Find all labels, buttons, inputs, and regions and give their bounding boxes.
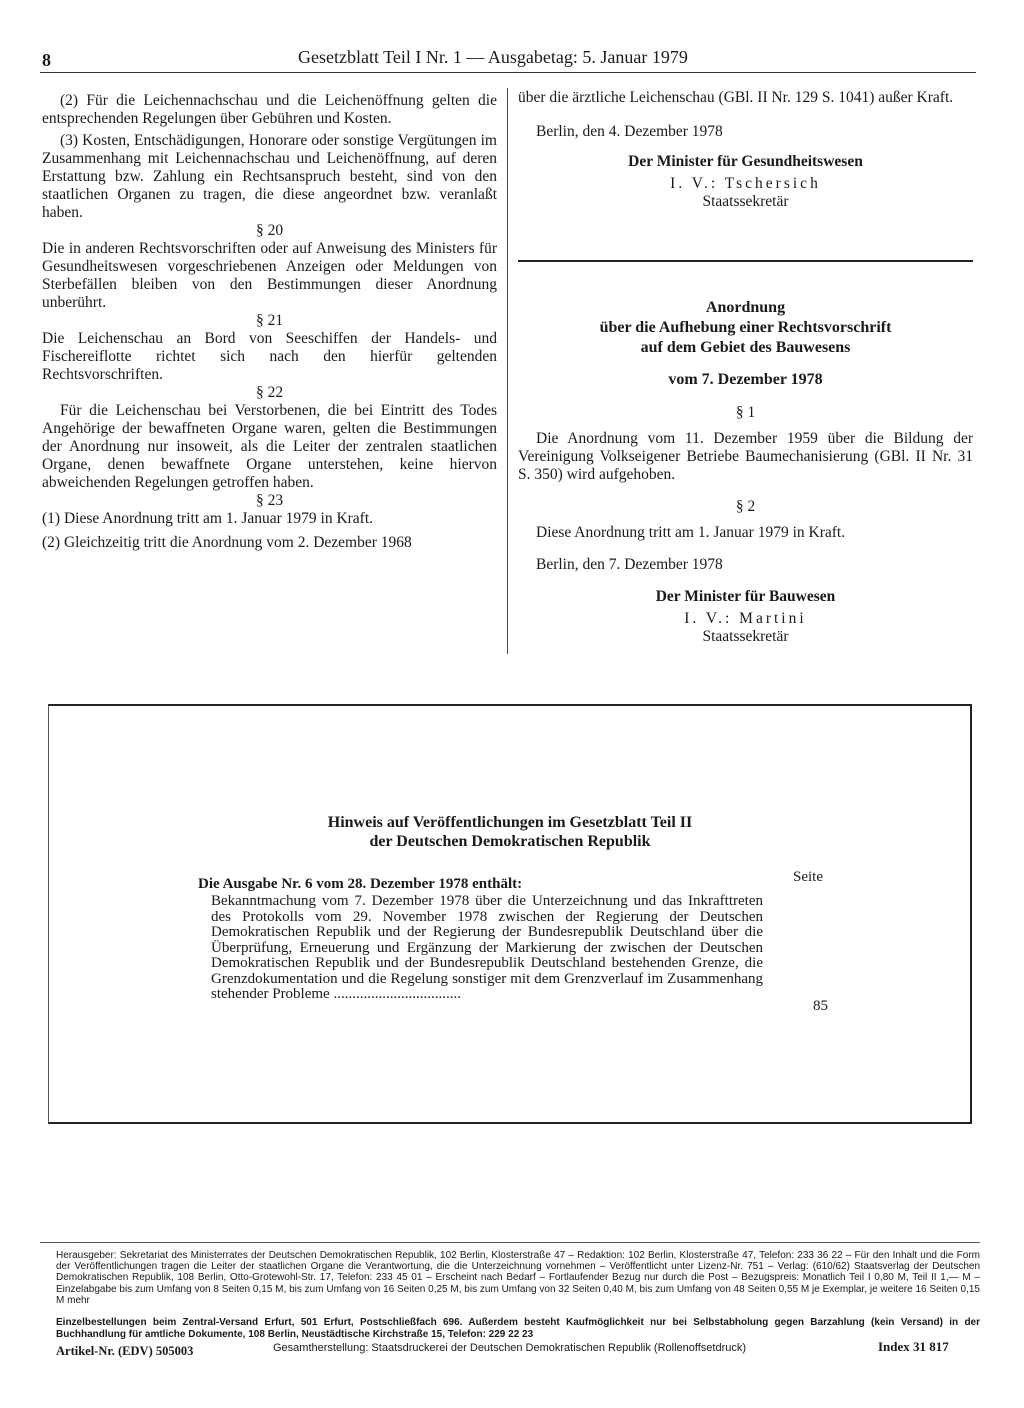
section-1-heading: § 1 (735, 404, 756, 421)
section-1-text: Die Anordnung vom 11. Dezember 1959 über die Bildung der Vereinigung Volkseigener Betriebe Baumechanisierung (GBl. II Nr. 31 S. 350) wird aufgehoben. (518, 430, 973, 483)
gazette-header: Gesetzblatt Teil I Nr. 1 — Ausgabetag: 5. Januar 1979 (298, 47, 688, 67)
notice-page-number: 85 (813, 998, 828, 1014)
section-2-text: Diese Anordnung tritt am 1. Januar 1979 in Kraft. (536, 524, 846, 541)
article-number: Artikel-Nr. (EDV) 505003 (56, 1344, 194, 1358)
footer-rule (40, 1242, 980, 1243)
ordinance-title-line-2: über die Aufhebung einer Rechtsvorschrift (599, 319, 892, 336)
notice-page-label: Seite (793, 869, 823, 885)
section-rule (518, 260, 973, 262)
right-column (518, 89, 973, 211)
index-number: Index 31 817 (878, 1339, 949, 1354)
signature-date-1: Berlin, den 4. Dezember 1978 (536, 123, 723, 140)
footer-orders: Einzelbestellungen beim Zentral-Versand Erfurt, 501 Erfurt, Postschließfach 696. Außerdem besteht Kaufmöglichkeit nur bei Selbstabholung gegen Barzahlung (kein Versand) in der Buchhandlung für amtliche Dokumente, 108 Berlin, Neustädtische Kirchstraße 15, Telefon: 229 22 23 (56, 1317, 980, 1340)
minister-1: Der Minister für Gesundheitswesen (628, 153, 863, 170)
notice-body: Bekanntmachung vom 7. Dezember 1978 über die Unterzeichnung und das Inkrafttreten des Protokolls vom 29. November 1978 zwischen der Regierung der Deutschen Demokratischen Republik und der Regierung der Bundesrepublik Deutschland über die Überprüfung, Erneuerung und Ergänzung der Markierung der zwischen der Deutschen Demokratischen Republik und der Bundesrepublik Deutschland bestehenden Grenze, die Grenzdokumentation und die Regelung sonstiger mit dem Grenzverlauf im Zusammenhang stehender Probleme .................................. (211, 893, 763, 1002)
section-22-text: Für die Leichenschau bei Verstorbenen, die bei Eintritt des Todes Angehörige der bewaffneten Organe waren, gelten die Bestimmungen der Anordnung nur insoweit, als die Leiter der zentralen staatlichen Organe, denen bewaffnete Organe unterstehen, keine hiervon abweichenden Regelungen getroffen haben. (42, 402, 497, 491)
role-1: Staatssekretär (702, 193, 789, 210)
section-21-text: Die Leichenschau an Bord von Seeschiffen der Handels- und Fischereiflotte richtet sich nach den hierfür geltenden Rechtsvorschriften. (42, 330, 497, 383)
paragraph-3: (3) Kosten, Entschädigungen, Honorare oder sonstige Vergütungen im Zusammenhang mit Leichennachschau und Leichenöffnung, auf deren Erstattung bzw. Zahlung ein Rechtsanspruch besteht, sind von den staatlichen Organen zu tragen, die diese angeordnet bzw. veranlaßt haben. (42, 132, 497, 221)
ordinance-block (518, 298, 973, 646)
notice-issue: Die Ausgabe Nr. 6 vom 28. Dezember 1978 enthält: (198, 876, 523, 892)
ordinance-date: vom 7. Dezember 1978 (668, 371, 823, 388)
printing-credit: Gesamtherstellung: Staatsdruckerei der Deutschen Demokratischen Republik (Rollenoffsetdruck) (273, 1342, 747, 1354)
ordinance-title-line-3: auf dem Gebiet des Bauwesens (640, 339, 851, 356)
signer-2: I. V.: Martini (684, 610, 807, 627)
minister-2: Der Minister für Bauwesen (655, 588, 836, 605)
role-2: Staatssekretär (702, 628, 789, 645)
section-23-paragraph-1: (1) Diese Anordnung tritt am 1. Januar 1979 in Kraft. (42, 510, 374, 527)
footer-imprint: Herausgeber: Sekretariat des Ministerrates der Deutschen Demokratischen Republik, 102 Berlin, Klosterstraße 47 – Redaktion: 102 Berlin, Klosterstraße 47, Telefon: 233 36 22 – Für den Inhalt und die Form der Veröffentlichungen tragen die Leiter der staatlichen Organe die Verantwortung, die die Unterzeichnung vornehmen – Veröffentlicht unter Lizenz-Nr. 751 – Verlag: (610/62) Staatsverlag der Deutschen Demokratischen Republik, 108 Berlin, Otto-Grotewohl-Str. 17, Telefon: 233 45 01 – Erscheint nach Bedarf – Fortlaufender Bezug nur durch die Post – Bezugspreis: Monatlich Teil I 0,80 M, Teil II 1,— M – Einzelabgabe bis zum Umfang von 8 Seiten 0,15 M, bis zum Umfang von 16 Seiten 0,25 M, bis zum Umfang von 32 Seiten 0,40 M, bis zum Umfang von 48 Seiten 0,55 M je Exemplar, je weitere 16 Seiten 0,15 M mehr (56, 1250, 980, 1306)
signer-1: I. V.: Tschersich (670, 175, 821, 192)
notice-title-line-1: Hinweis auf Veröffentlichungen im Gesetzblatt Teil II (327, 814, 693, 831)
column-divider (507, 88, 508, 654)
continuation-text: über die ärztliche Leichenschau (GBl. II Nr. 129 S. 1041) außer Kraft. (518, 89, 954, 106)
section-23-heading: § 23 (255, 492, 284, 509)
section-2-heading: § 2 (735, 498, 756, 515)
section-22-heading: § 22 (255, 384, 284, 401)
signature-date-2: Berlin, den 7. Dezember 1978 (536, 556, 723, 573)
left-column (42, 92, 497, 552)
paragraph-2: (2) Für die Leichennachschau und die Leichenöffnung gelten die entsprechenden Regelungen über Gebühren und Kosten. (42, 92, 497, 127)
section-20-heading: § 20 (255, 222, 284, 239)
header-rule (40, 72, 976, 73)
ordinance-title-line-1: Anordnung (705, 299, 786, 316)
notice-title (150, 813, 870, 851)
section-21-heading: § 21 (255, 312, 284, 329)
page-number: 8 (42, 50, 51, 70)
notice-title-line-2: der Deutschen Demokratischen Republik (369, 833, 651, 850)
section-23-paragraph-2: (2) Gleichzeitig tritt die Anordnung vom 2. Dezember 1968 (42, 534, 412, 551)
section-20-text: Die in anderen Rechtsvorschriften oder auf Anweisung des Ministers für Gesundheitswesen vorgeschriebenen Anzeigen oder Meldungen von Sterbefällen bleiben von den Bestimmungen dieser Anordnung unberührt. (42, 240, 497, 311)
